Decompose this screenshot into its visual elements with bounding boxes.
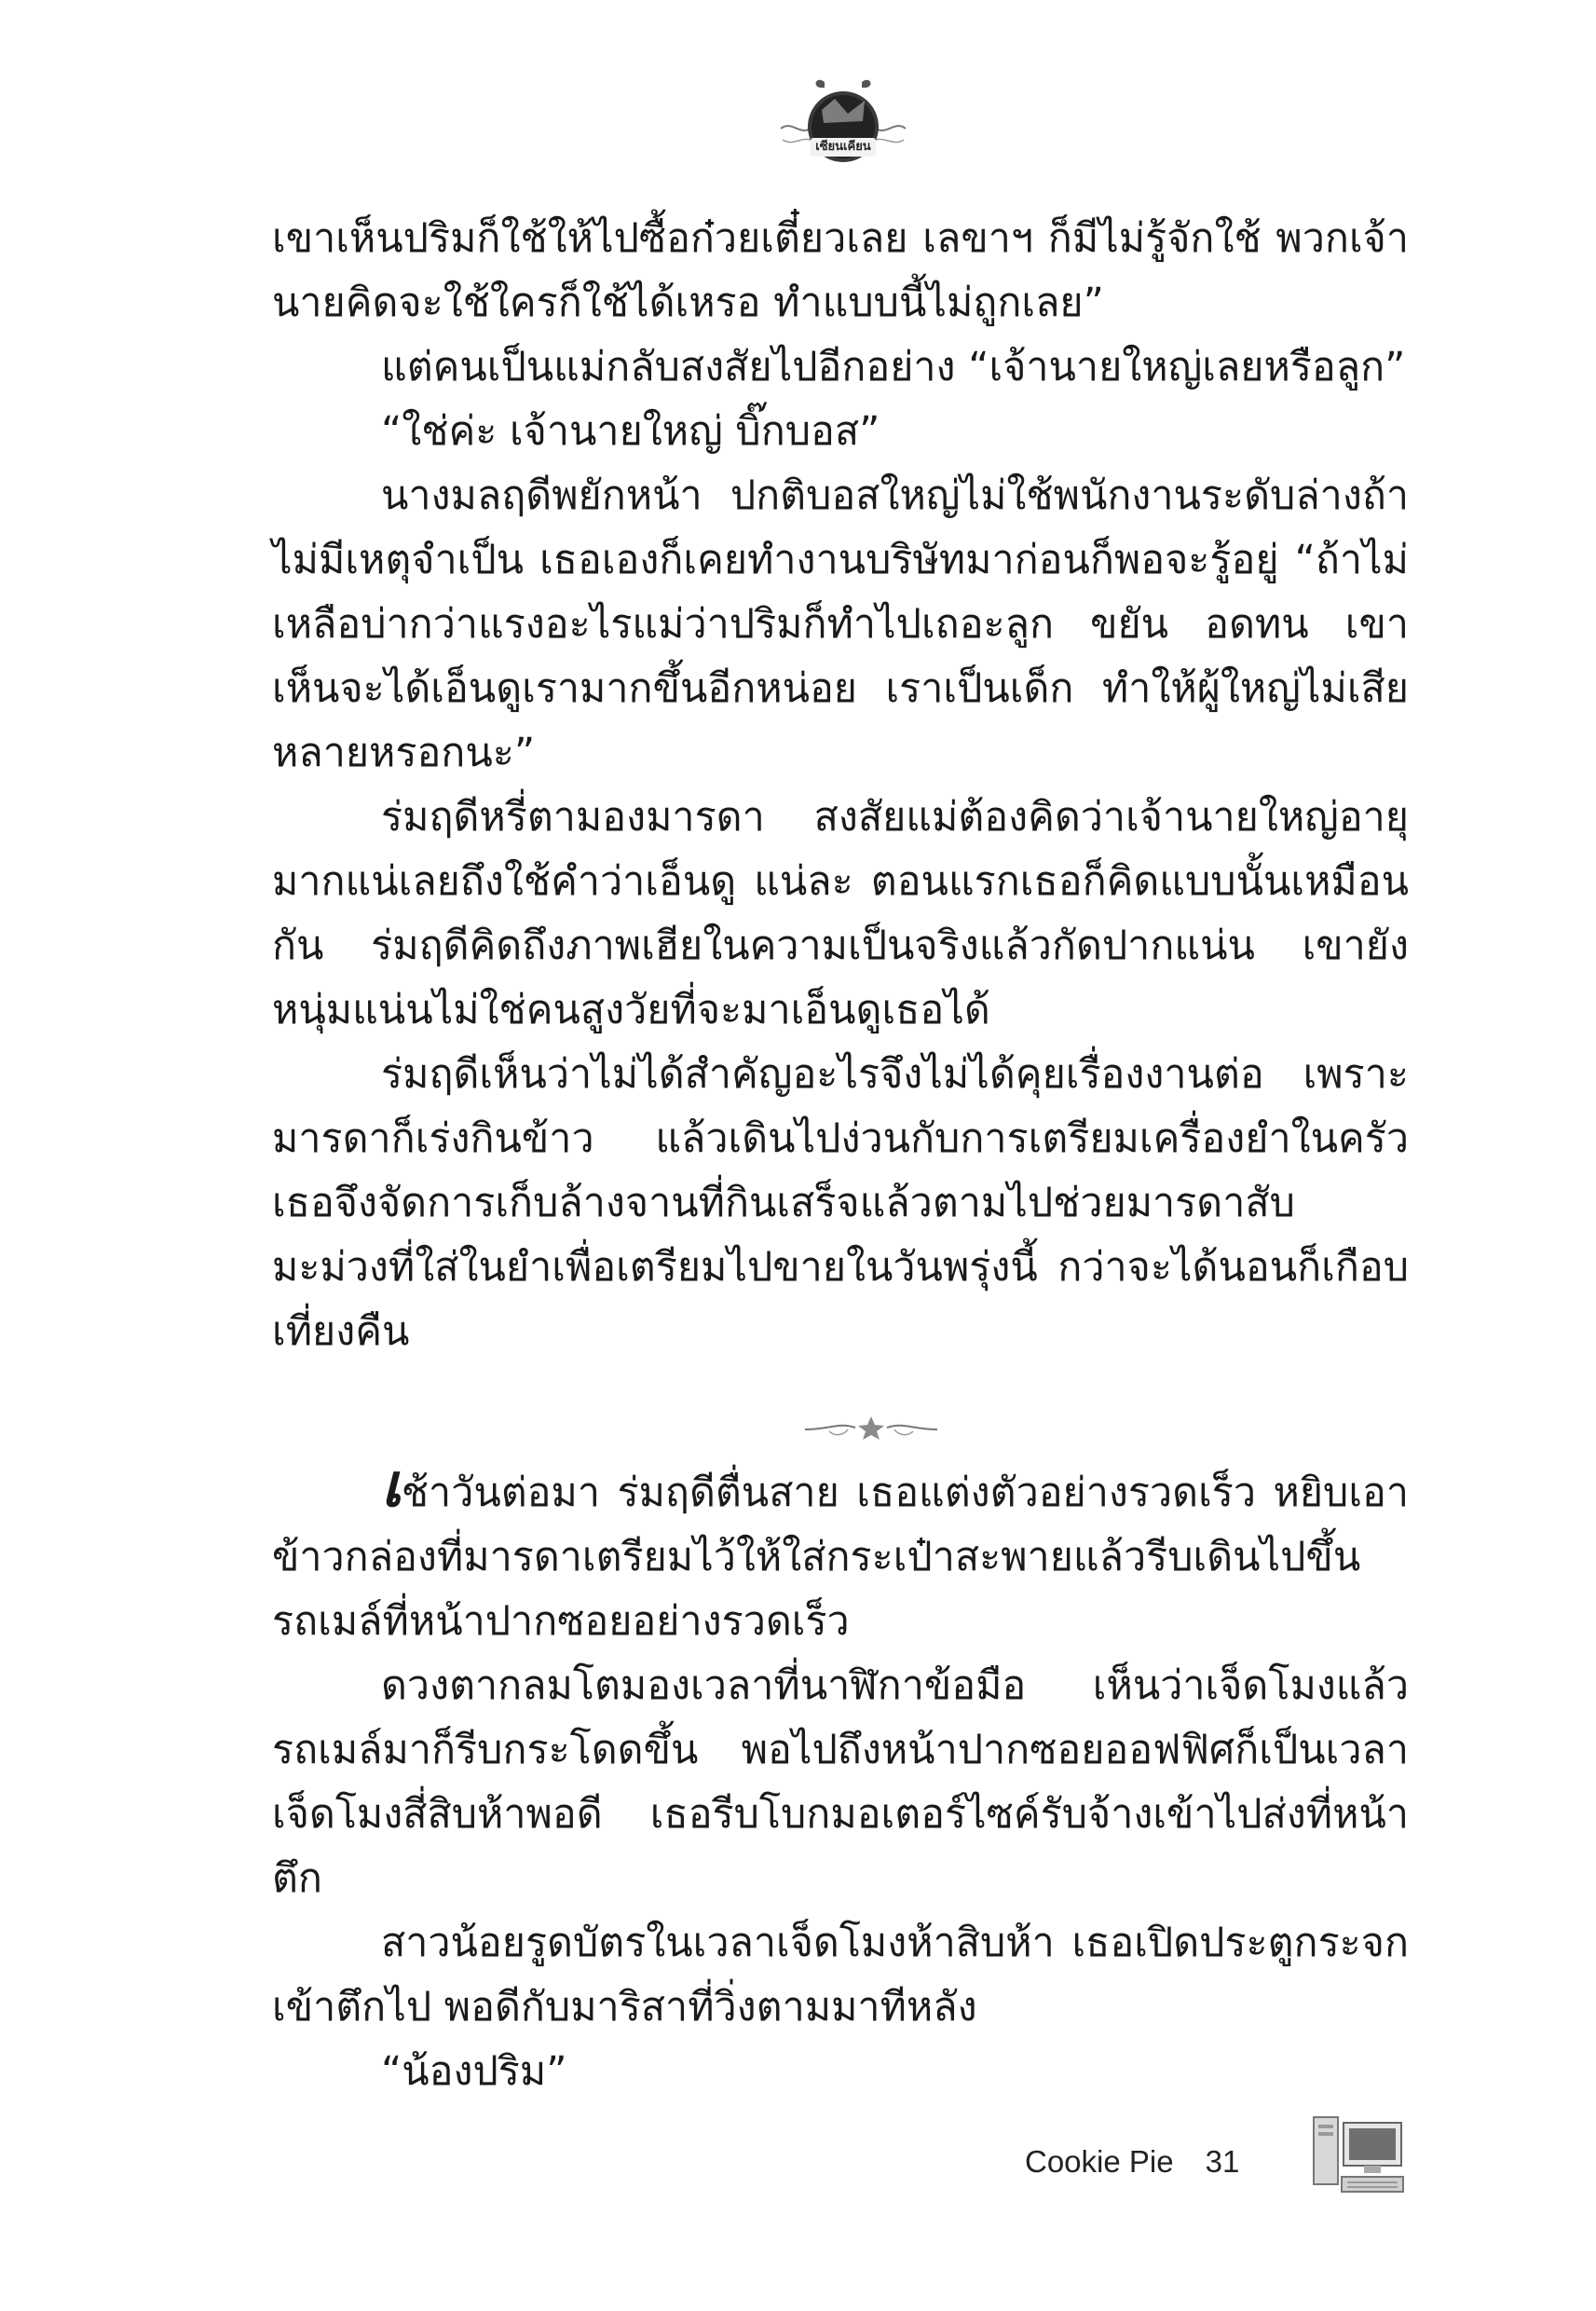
paragraph: สาวน้อยรูดบัตรในเวลาเจ็ดโมงห้าสิบห้า เธอเปิดประตูกระจกเข้าตึกไป พอดีกับมาริสาที่วิ่งตามมาทีหลัง	[272, 1920, 1409, 2031]
paragraph: เขาเห็นปริมก็ใช้ให้ไปซื้อก๋วยเตี๋ยวเลย เลขาฯ ก็มีไม่รู้จักใช้ พวกเจ้านายคิดจะใช้ใครก็ใช้ได้เหรอ ทำแบบนี้ไม่ถูกเลย”	[272, 215, 1409, 326]
logo-text: เซียนเคียน	[815, 140, 871, 154]
paragraph: ร่มฤดีหรี่ตามองมารดา สงสัยแม่ต้องคิดว่าเจ้านายใหญ่อายุมากแน่เลยถึงใช้คำว่าเอ็นดู แน่ละ ตอนแรกเธอก็คิดแบบนั้นเหมือนกัน ร่มฤดีคิดถึงภาพเฮียในความเป็นจริงแล้วกัดปากแน่น เขายังหนุ่มแน่นไม่ใช่คนสูงวัยที่จะมาเอ็นดูเธอได้	[272, 794, 1409, 1033]
paragraph: ร่มฤดีเห็นว่าไม่ได้สำคัญอะไรจึงไม่ได้คุยเรื่องงานต่อ เพราะมารดาก็เร่งกินข้าว แล้วเดินไปง่วนกับการเตรียมเครื่องยำในครัว เธอจึงจัดการเก็บล้างจานที่กินเสร็จแล้วตามไปช่วยมารดาสับมะม่วงที่ใส่ในยำเพื่อเตรียมไปขายในวันพรุ่งนี้ กว่าจะได้นอนก็เกือบเที่ยงคืน	[272, 1051, 1409, 1355]
desktop-computer-icon	[1312, 2115, 1405, 2195]
book-title: Cookie Pie	[1025, 2144, 1174, 2179]
paragraph: “น้องปริม”	[381, 2048, 567, 2095]
section-1-text	[272, 207, 1409, 1364]
ornamental-seal-logo	[773, 73, 913, 177]
dropcap: เ	[381, 1451, 402, 1521]
paragraph-with-dropcap	[272, 1451, 1409, 1654]
paragraph: ดวงตากลมโตมองเวลาที่นาฬิกาข้อมือ เห็นว่าเจ็ดโมงแล้ว รถเมล์มาก็รีบกระโดดขึ้น พอไปถึงหน้าปากซอยออฟฟิศก็เป็นเวลาเจ็ดโมงสี่สิบห้าพอดี เธอรีบโบกมอเตอร์ไซค์รับจ้างเข้าไปส่งที่หน้าตึก	[272, 1662, 1409, 1902]
paragraph: “ใช่ค่ะ เจ้านายใหญ่ บิ๊กบอส”	[381, 408, 880, 455]
section-2-text	[272, 1451, 1409, 2104]
seal-logo-icon	[773, 73, 913, 177]
flower-scroll-divider-icon	[801, 1409, 941, 1446]
page-number: 31	[1205, 2144, 1240, 2179]
page-footer	[1025, 2134, 1239, 2190]
paragraph: แต่คนเป็นแม่กลับสงสัยไปอีกอย่าง “เจ้านายใหญ่เลยหรือลูก”	[381, 344, 1406, 390]
paragraph-text: ช้าวันต่อมา ร่มฤดีตื่นสาย เธอแต่งตัวอย่างรวดเร็ว หยิบเอาข้าวกล่องที่มารดาเตรียมไว้ให้ใส่กระเป๋าสะพายแล้วรีบเดินไปขึ้นรถเมล์ที่หน้าปากซอยอย่างรวดเร็ว	[272, 1470, 1409, 1645]
paragraph: นางมลฤดีพยักหน้า ปกติบอสใหญ่ไม่ใช้พนักงานระดับล่างถ้าไม่มีเหตุจำเป็น เธอเองก็เคยทำงานบริษัทมาก่อนก็พอจะรู้อยู่ “ถ้าไม่เหลือบ่ากว่าแรงอะไรแม่ว่าปริมก็ทำไปเถอะลูก ขยัน อดทน เขาเห็นจะได้เอ็นดูเรามากขึ้นอีกหน่อย เราเป็นเด็ก ทำให้ผู้ใหญ่ไม่เสียหลายหรอกนะ”	[272, 472, 1409, 776]
